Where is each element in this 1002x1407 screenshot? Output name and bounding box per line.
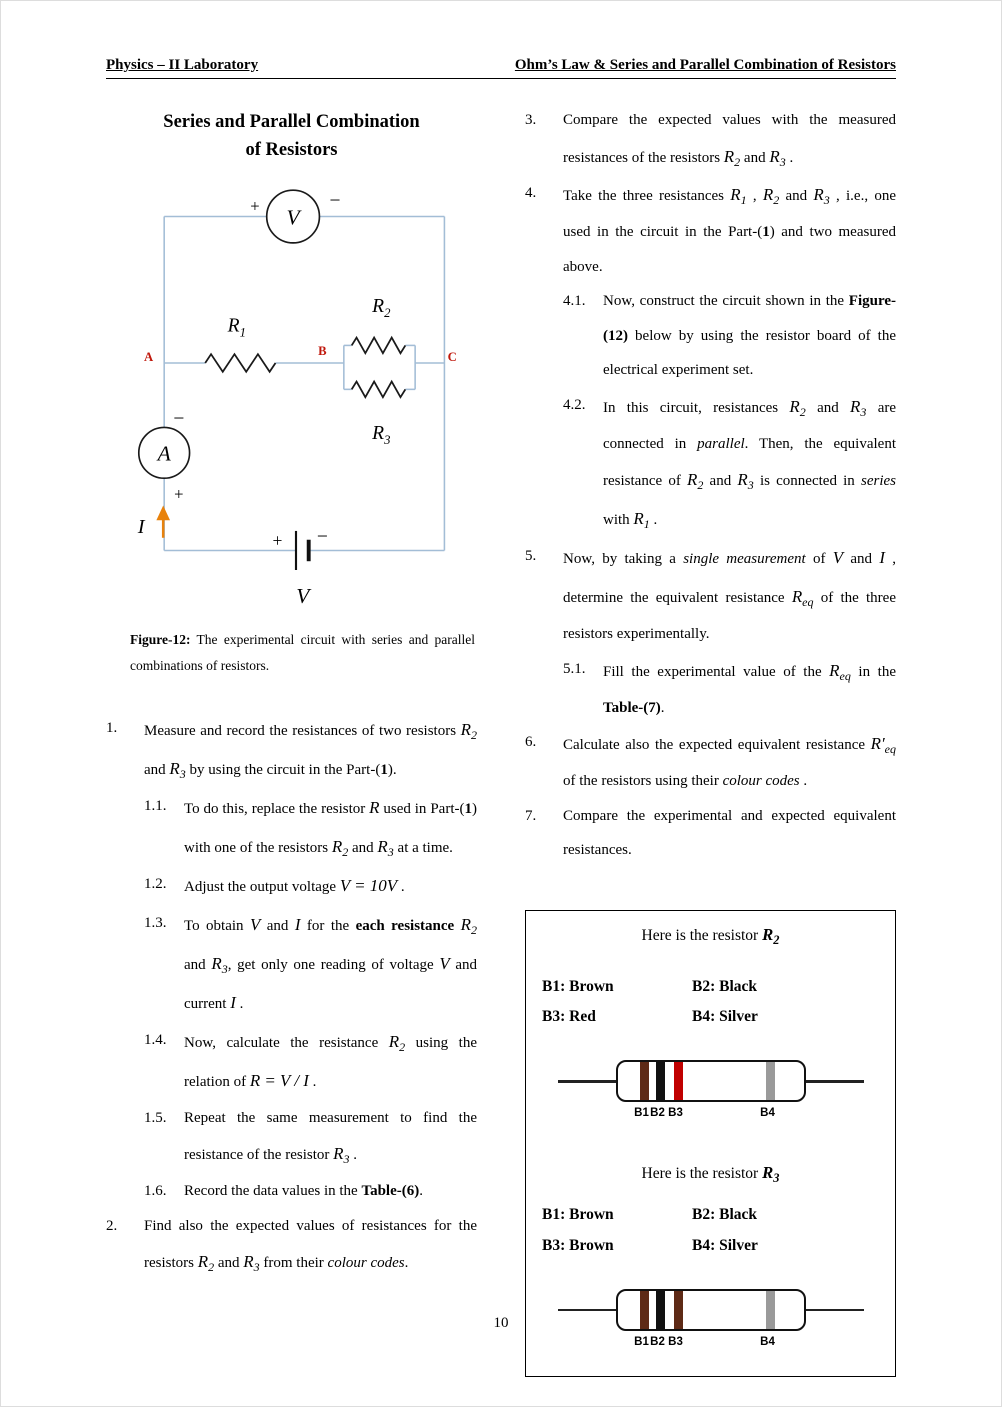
node-b-label: B [318,343,327,358]
item-number: 5.1. [563,660,586,677]
current-label: I [137,515,145,538]
resistor-band-b2 [656,1062,665,1100]
r3-code-b1: B1: Brown [542,1206,614,1224]
battery-voltage-label: V [296,583,310,608]
item-text: Fill the experimental value of the $R_{eq}$ in the Table-(7). [603,660,896,716]
item-text: In this circuit, resistances $R_2$ and $R_3$ are connected in parallel. Then, the equivalent resistance of $R_2$ and $R_3$ is connected in series with $R_1$ . [603,396,896,532]
item-text: Record the data values in the Table-(6). [184,1183,423,1200]
instruction-item-4-2 [525,388,896,539]
item-number: 1. [106,720,118,737]
instruction-item-1-6 [106,1174,477,1209]
item-text: To do this, replace the resistor R used in Part-(1) with one of the resistors $R_2$ and $R_3$ at a time. [184,798,477,860]
instruction-item-7 [525,799,896,868]
r2-code-b2: B2: Black [692,977,758,995]
r2-label: $R_2$ [372,295,391,320]
item-text: Calculate also the expected equivalent resistance $R'_{eq}$ of the resistors using their colour codes . [563,734,896,790]
left-column [106,101,477,1377]
item-text: Now, by taking a single measurement of V and I , determine the equivalent resistance $R_{eq}$ of the three resistors experimentally. [563,548,896,643]
band-label-b1: B1 [634,1335,649,1348]
ammeter-minus-sign: − [173,408,185,430]
band-label-b3: B3 [668,1335,683,1348]
resistor-r2-band-labels [558,1107,864,1123]
item-number: 5. [525,548,537,565]
band-label-b4: B4 [760,1335,775,1348]
battery-symbol [272,526,327,608]
ammeter-label: A [157,441,171,466]
section-title [106,109,477,165]
item-number: 4. [525,185,537,202]
item-text: Find also the expected values of resistances for the resistors $R_2$ and $R_3$ from their colour codes. [144,1217,477,1275]
section-title-line2: of Resistors [245,139,338,160]
item-number: 4.2. [563,396,586,413]
resistor-band-b3 [674,1062,683,1100]
item-text: Now, construct the circuit shown in the Figure-(12) below by using the resistor board of the electrical experiment set. [603,293,896,379]
instruction-item-2 [106,1209,477,1282]
r3-code-b2: B2: Black [692,1206,758,1224]
item-text: Now, calculate the resistance $R_2$ using the relation of R = V / I . [184,1032,477,1090]
resistor-r2-title: Here is the resistor $R_2$ [641,924,780,947]
resistor-r3-title: Here is the resistor $R_3$ [641,1163,780,1186]
r3-label: $R_3$ [372,422,391,447]
instructions-right [525,103,896,868]
voltmeter-plus-sign: + [250,196,260,216]
voltmeter-label: V [286,204,300,229]
instruction-item-1-2 [106,867,477,906]
instructions-left [106,711,477,1282]
resistor-r3-symbol [352,381,406,397]
item-number: 1.3. [144,915,167,932]
item-text: To obtain V and I for the each resistance $R_2$ and $R_3$, get only one reading of voltage V and current I . [184,915,477,1013]
item-text: Compare the experimental and expected equivalent resistances. [563,807,896,859]
item-number: 1.4. [144,1032,167,1048]
battery-minus-sign: − [316,526,328,548]
resistor-r3-codes [542,1200,883,1260]
r2-code-b4: B4: Silver [692,1008,758,1026]
item-number: 6. [525,734,537,751]
battery-plus-sign: + [272,530,283,551]
band-label-b1: B1 [634,1107,649,1120]
instruction-item-1-3 [106,906,477,1023]
circuit-figure [106,189,477,680]
item-number: 7. [525,807,537,824]
instruction-item-5-1 [525,652,896,725]
resistor-band-b4 [766,1062,775,1100]
resistor-graphic-r2 [558,1060,864,1102]
resistor-r1-symbol [205,354,275,372]
item-number: 1.1. [144,798,167,815]
item-text: Measure and record the resistances of two resistors $R_2$ and $R_3$ by using the circuit in the Part-(1). [144,720,477,782]
r3-code-b4: B4: Silver [692,1236,758,1254]
figure-caption: Figure-12: The experimental circuit with series and parallel combinations of resistors. [130,631,475,673]
instruction-item-1-4 [106,1023,477,1101]
r2-code-b3: B3: Red [542,1008,596,1026]
resistor-r3-band-labels [558,1336,864,1352]
node-c-label: C [447,349,457,364]
item-number: 1.5. [144,1109,167,1126]
band-label-b4: B4 [760,1107,775,1120]
circuit-wires [164,216,444,550]
node-a-label: A [143,349,154,364]
current-arrow [156,505,170,537]
item-text: Repeat the same measurement to find the resistance of the resistor $R_3$ . [184,1109,477,1167]
item-number: 1.2. [144,876,167,893]
band-label-b2: B2 [650,1107,665,1120]
instruction-item-1-1 [106,789,477,867]
ammeter-plus-sign: + [174,484,184,504]
page-number: 10 [493,1315,509,1331]
voltmeter-minus-sign: − [329,190,341,212]
instruction-item-6 [525,725,896,798]
instruction-item-1-5 [106,1101,477,1174]
right-column [525,101,896,1377]
r3-code-b3: B3: Brown [542,1236,614,1254]
r2-code-b1: B1: Brown [542,977,614,995]
item-number: 4.1. [563,293,586,310]
item-number: 2. [106,1217,118,1234]
resistor-r2-codes [542,972,883,1032]
item-text: Adjust the output voltage V = 10V . [184,876,405,896]
two-column-layout [106,101,896,1377]
r1-label: $R_1$ [227,315,246,340]
item-number: 3. [525,112,537,128]
resistor-body [616,1060,806,1102]
instruction-item-1 [106,711,477,789]
resistor-color-code-box [525,910,896,1377]
item-text: Compare the expected values with the measured resistances of the resistors $R_2$ and $R_3$ . [563,112,896,169]
header-right: Ohm’s Law & Series and Parallel Combination of Resistors [514,57,896,73]
band-label-b3: B3 [668,1107,683,1120]
instruction-item-5 [525,539,896,651]
header-left: Physics – II Laboratory [106,57,259,73]
instruction-item-4 [525,176,896,284]
resistor-band-b1 [640,1062,649,1100]
page-header [106,57,896,79]
instruction-item-4-1 [525,284,896,388]
circuit-diagram [130,189,462,619]
resistor-r2-symbol [352,337,406,353]
item-text: Take the three resistances $R_1$ , $R_2$ and $R_3$ , i.e., one used in the circuit in the Part-(1) and two measured above. [563,185,896,275]
instruction-item-3 [525,103,896,176]
item-number: 1.6. [144,1183,167,1200]
band-label-b2: B2 [650,1335,665,1348]
section-title-line1: Series and Parallel Combination [163,112,420,132]
